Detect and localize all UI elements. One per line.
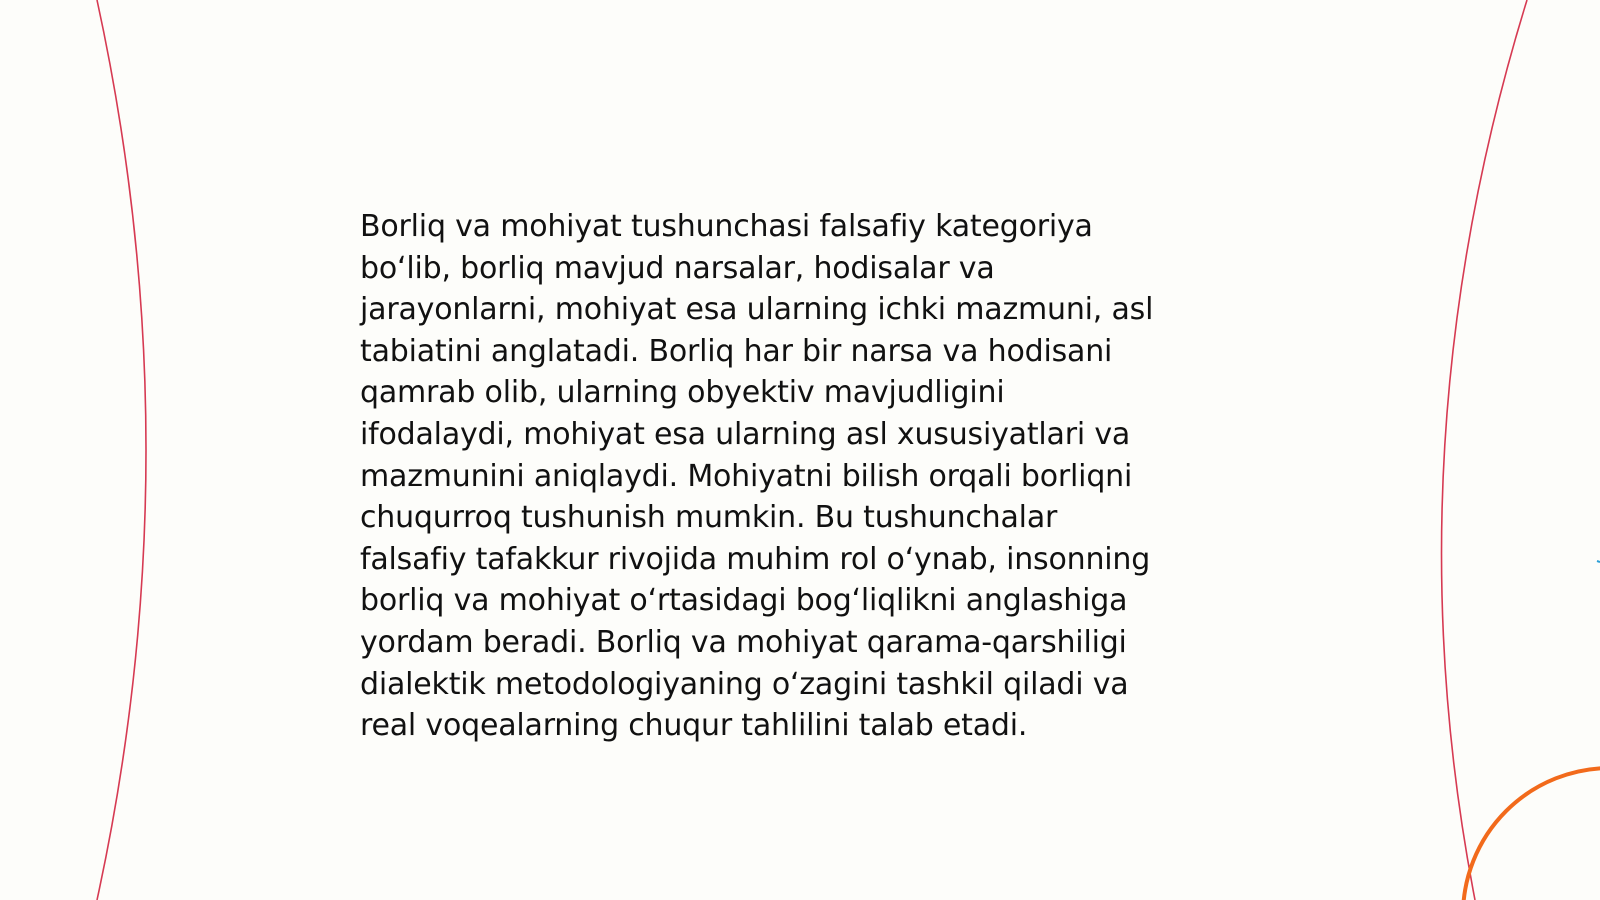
body-line-10: borliq va mohiyat o‘rtasidagi bog‘liqlikni anglashiga [360,583,1128,619]
body-line-9: falsafiy tafakkur rivojida muhim rol o‘ynab, insonning [360,541,1151,577]
body-line-12: dialektik metodologiyaning o‘zagini tashkil qiladi va [360,666,1129,702]
body-line-5: qamrab olib, ularning obyektiv mavjudligini [360,375,1005,411]
body-line-6: ifodalaydi, mohiyat esa ularning asl xususiyatlari va [360,416,1131,452]
slide-body-text [360,206,1240,747]
body-line-8: chuqurroq tushunish mumkin. Bu tushunchalar [360,500,1058,536]
left-curve [97,0,146,900]
body-line-1: Borliq va mohiyat tushunchasi falsafiy kategoriya [360,209,1093,244]
right-curve [1442,0,1527,900]
body-line-4: tabiatini anglatadi. Borliq har bir narsa va hodisani [360,333,1113,369]
body-line-2: bo‘lib, borliq mavjud narsalar, hodisalar va [360,250,995,286]
corner-arc [1463,768,1600,900]
body-line-11: yordam beradi. Borliq va mohiyat qarama-qarshiligi [360,624,1127,660]
body-line-7: mazmunini aniqlaydi. Mohiyatni bilish orqali borliqni [360,458,1133,494]
body-line-13: real voqealarning chuqur tahlilini talab etadi. [360,708,1028,744]
body-line-3: jarayonlarni, mohiyat esa ularning ichki mazmuni, asl [360,292,1154,328]
